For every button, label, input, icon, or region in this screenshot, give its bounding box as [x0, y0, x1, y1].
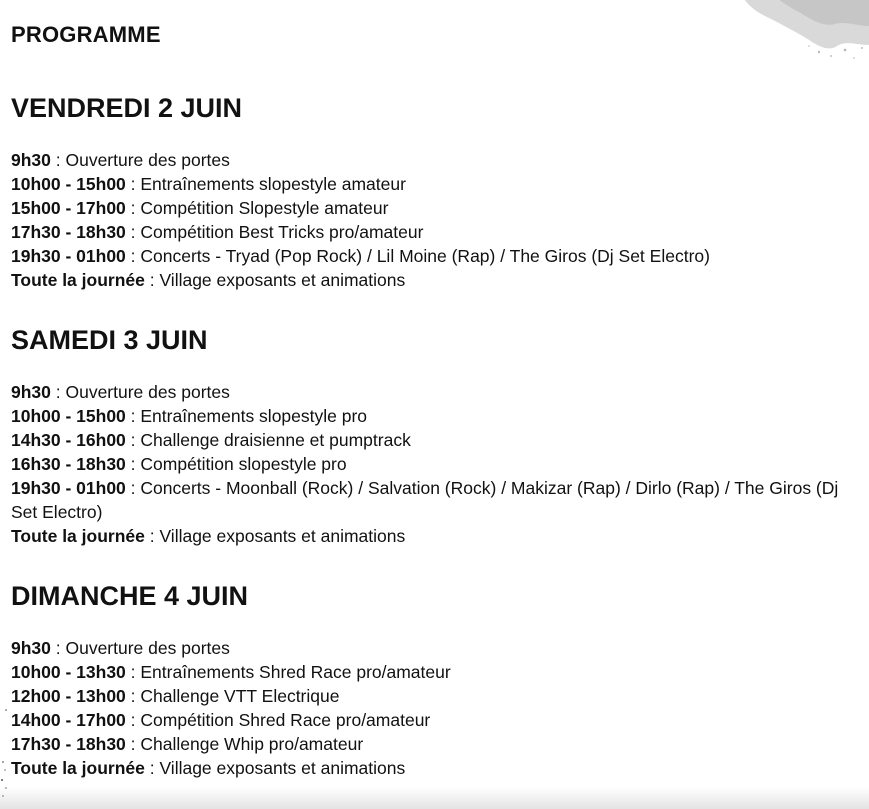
schedule-description: : Challenge VTT Electrique — [125, 686, 340, 706]
day-heading: SAMEDI 3 JUIN — [11, 325, 208, 355]
schedule-time: Toute la journée — [11, 526, 145, 546]
day-heading: VENDREDI 2 JUIN — [11, 93, 243, 123]
schedule-item — [11, 708, 869, 732]
schedule-description: : Village exposants et animations — [144, 758, 406, 778]
schedule-item — [11, 428, 869, 452]
schedule-description: : Ouverture des portes — [50, 382, 230, 402]
schedule-item — [11, 404, 869, 428]
schedule-item — [11, 636, 869, 660]
schedule-time: 10h00 - 13h30 — [11, 662, 126, 682]
schedule-description: : Concerts - Tryad (Pop Rock) / Lil Moine (Rap) / The Giros (Dj Set Electro) — [125, 246, 710, 266]
schedule-item — [11, 476, 869, 524]
schedule-list — [11, 636, 869, 780]
schedule-time: 14h00 - 17h00 — [11, 710, 126, 730]
schedule-time: 9h30 — [11, 382, 51, 402]
schedule-item — [11, 196, 869, 220]
schedule-time: 15h00 - 17h00 — [11, 198, 126, 218]
schedule-time: 9h30 — [11, 638, 51, 658]
schedule-description: : Compétition Slopestyle amateur — [125, 198, 389, 218]
schedule-time: Toute la journée — [11, 270, 145, 290]
schedule-item — [11, 524, 869, 548]
schedule-time: 16h30 - 18h30 — [11, 454, 126, 474]
schedule-item — [11, 452, 869, 476]
schedule-item — [11, 732, 869, 756]
schedule-time: 10h00 - 15h00 — [11, 406, 126, 426]
schedule-list — [11, 380, 869, 548]
schedule-description: : Ouverture des portes — [50, 150, 230, 170]
schedule-time: 19h30 - 01h00 — [11, 246, 126, 266]
schedule-item — [11, 244, 869, 268]
schedule-description: : Entraînements slopestyle amateur — [125, 174, 406, 194]
schedule-time: 10h00 - 15h00 — [11, 174, 126, 194]
day-section-samedi — [11, 324, 869, 564]
schedule-item — [11, 172, 869, 196]
schedule-description: : Compétition Best Tricks pro/amateur — [125, 222, 424, 242]
schedule-time: 12h00 - 13h00 — [11, 686, 126, 706]
schedule-item — [11, 660, 869, 684]
schedule-description: : Challenge draisienne et pumptrack — [125, 430, 411, 450]
schedule-item — [11, 380, 869, 404]
schedule-description: : Village exposants et animations — [144, 270, 406, 290]
schedule-time: 19h30 - 01h00 — [11, 478, 126, 498]
schedule-description: : Challenge Whip pro/amateur — [125, 734, 364, 754]
schedule-description: : Concerts - Moonball (Rock) / Salvation (Rock) / Makizar (Rap) / Dirlo (Rap) / The Giros (Dj Set Electro) — [11, 478, 839, 522]
schedule-time: Toute la journée — [11, 758, 145, 778]
schedule-item — [11, 220, 869, 244]
programme-title: PROGRAMME — [11, 22, 161, 47]
schedule-description: : Compétition Shred Race pro/amateur — [125, 710, 431, 730]
schedule-list — [11, 148, 869, 292]
schedule-description: : Entraînements slopestyle pro — [125, 406, 368, 426]
schedule-time: 9h30 — [11, 150, 51, 170]
day-section-dimanche — [11, 580, 869, 796]
schedule-time: 17h30 - 18h30 — [11, 222, 126, 242]
schedule-description: : Entraînements Shred Race pro/amateur — [125, 662, 451, 682]
schedule-description: : Ouverture des portes — [50, 638, 230, 658]
schedule-item — [11, 756, 869, 780]
schedule-description: : Village exposants et animations — [144, 526, 406, 546]
schedule-item — [11, 148, 869, 172]
schedule-item — [11, 684, 869, 708]
schedule-item — [11, 268, 869, 292]
schedule-time: 14h30 - 16h00 — [11, 430, 126, 450]
day-section-vendredi — [11, 92, 869, 308]
paper-texture-decoration — [699, 0, 869, 65]
day-heading: DIMANCHE 4 JUIN — [11, 581, 249, 611]
schedule-description: : Compétition slopestyle pro — [125, 454, 347, 474]
schedule-time: 17h30 - 18h30 — [11, 734, 126, 754]
